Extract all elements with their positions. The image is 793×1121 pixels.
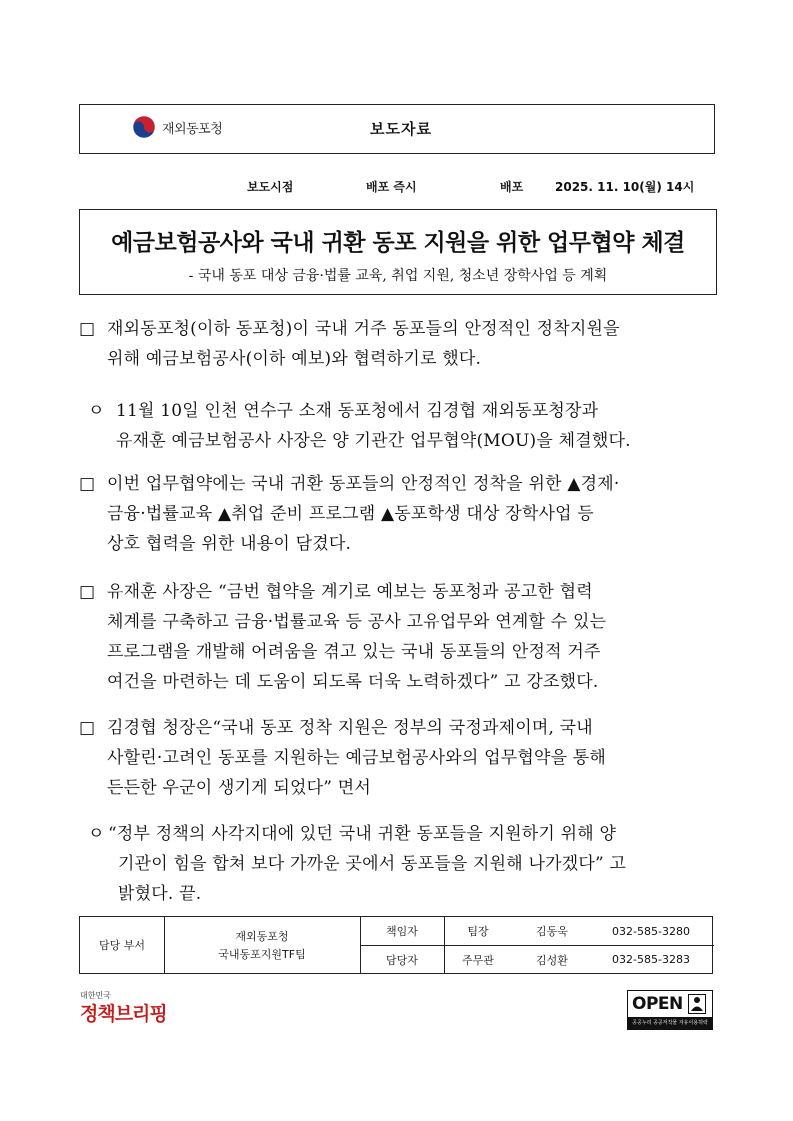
contact-role: 책임자 (386, 925, 418, 938)
distribution-label: 배포 (500, 180, 524, 194)
paragraph-line: 김경협 청장은“국내 동포 정착 지원은 정부의 국정과제이며, 국내 (107, 718, 593, 738)
paragraph-line: 여건을 마련하는 데 도움이 되도록 더욱 노력하겠다” 고 강조했다. (107, 672, 599, 692)
distribution-date: 2025. 11. 10(월) 14시 (555, 180, 695, 194)
paragraph-line: 든든한 우군이 생기게 되었다” 면서 (107, 778, 372, 798)
paragraph-line: 유재훈 사장은 “금번 협약을 계기로 예보는 동포청과 공고한 협력 (107, 582, 593, 602)
dept-name-line: 국내동포지원TF팀 (218, 948, 306, 961)
briefing-small-text: 대한민국 (80, 991, 111, 1000)
paragraph-line: 상호 협력을 위한 내용이 담겼다. (107, 534, 352, 554)
paragraph-5 (79, 713, 719, 803)
taegeuk-emblem-icon (132, 115, 156, 139)
doc-type-title: 보도자료 (370, 120, 432, 138)
briefing-main-text: 정책브리핑 (80, 1003, 167, 1025)
paragraph-2 (88, 396, 720, 456)
paragraph-line: 기관이 힘을 합쳐 보다 가까운 곳에서 동포들을 지원해 나가겠다” 고 (118, 854, 627, 874)
open-label: OPEN (632, 994, 683, 1014)
open-license-text: 공공누리 공공저작물 자유이용허락 (628, 1017, 712, 1029)
paragraph-line: “정부 정책의 사각지대에 있던 국내 귀환 동포들을 지원하기 위해 양 (108, 824, 617, 844)
paragraph-line: 체계를 구축하고 금융·법률교육 등 공사 고유업무와 연계할 수 있는 (107, 612, 607, 632)
paragraph-line: 금융·법률교육 ▲취업 준비 프로그램 ▲동포학생 대상 장학사업 등 (107, 504, 594, 524)
subheadline: - 국내 동포 대상 금융·법률 교육, 취업 지원, 청소년 장학사업 등 계획 (188, 268, 608, 284)
title-box (79, 209, 717, 295)
contact-name: 김동욱 (536, 925, 568, 938)
release-time-label: 보도시점 (247, 180, 294, 194)
contact-table (79, 916, 713, 974)
contact-name: 김성환 (536, 953, 568, 967)
dept-name-line: 재외동포청 (235, 930, 289, 943)
circle-bullet-icon: ㅇ (88, 401, 105, 421)
agency-name: 재외동포청 (162, 121, 223, 137)
headline: 예금보험공사와 국내 귀환 동포 지원을 위한 업무협약 체결 (111, 230, 685, 256)
paragraph-line: 이번 업무협약에는 국내 귀환 동포들의 안정적인 정착을 위한 ▲경제· (107, 474, 620, 494)
square-bullet-icon: □ (79, 319, 96, 339)
paragraph-6 (88, 819, 720, 909)
square-bullet-icon: □ (79, 718, 96, 738)
paragraph-3 (79, 469, 719, 559)
paragraph-line: 유재훈 예금보험공사 사장은 양 기관간 업무협약(MOU)을 체결했다. (116, 431, 631, 451)
paragraph-line: 밝혔다. 끝. (118, 884, 202, 904)
open-license-badge (627, 990, 713, 1030)
dept-label: 담당 부서 (98, 939, 145, 952)
paragraph-1 (79, 314, 719, 374)
agency-logo (132, 115, 222, 139)
paragraph-line: 11월 10일 인천 연수구 소재 동포청에서 김경협 재외동포청장과 (116, 401, 599, 421)
paragraph-line: 위해 예금보험공사(이하 예보)와 협력하기로 했다. (107, 349, 482, 369)
circle-bullet-icon: ㅇ (88, 824, 105, 844)
paragraph-line: 재외동포청(이하 동포청)이 국내 거주 동포들의 안정적인 정착지원을 (107, 319, 620, 339)
contact-phone: 032-585-3283 (612, 953, 690, 966)
policy-briefing-logo (80, 990, 167, 1026)
paragraph-4 (79, 577, 719, 697)
attribution-person-icon (688, 994, 706, 1014)
header-box (79, 104, 715, 154)
dept-name (164, 917, 360, 973)
paragraph-line: 프로그램을 개발해 어려움을 겪고 있는 국내 동포들의 안정적 거주 (107, 642, 601, 662)
paragraph-line: 사할린·고려인 동포를 지원하는 예금보험공사와의 업무협약을 통해 (107, 748, 607, 768)
release-time-value: 배포 즉시 (366, 180, 417, 194)
contact-role: 담당자 (386, 953, 418, 967)
contact-title: 팀장 (467, 925, 489, 938)
contact-phone: 032-585-3280 (612, 924, 690, 938)
contact-title: 주무관 (462, 953, 494, 967)
square-bullet-icon: □ (79, 582, 96, 602)
square-bullet-icon: □ (79, 474, 96, 494)
